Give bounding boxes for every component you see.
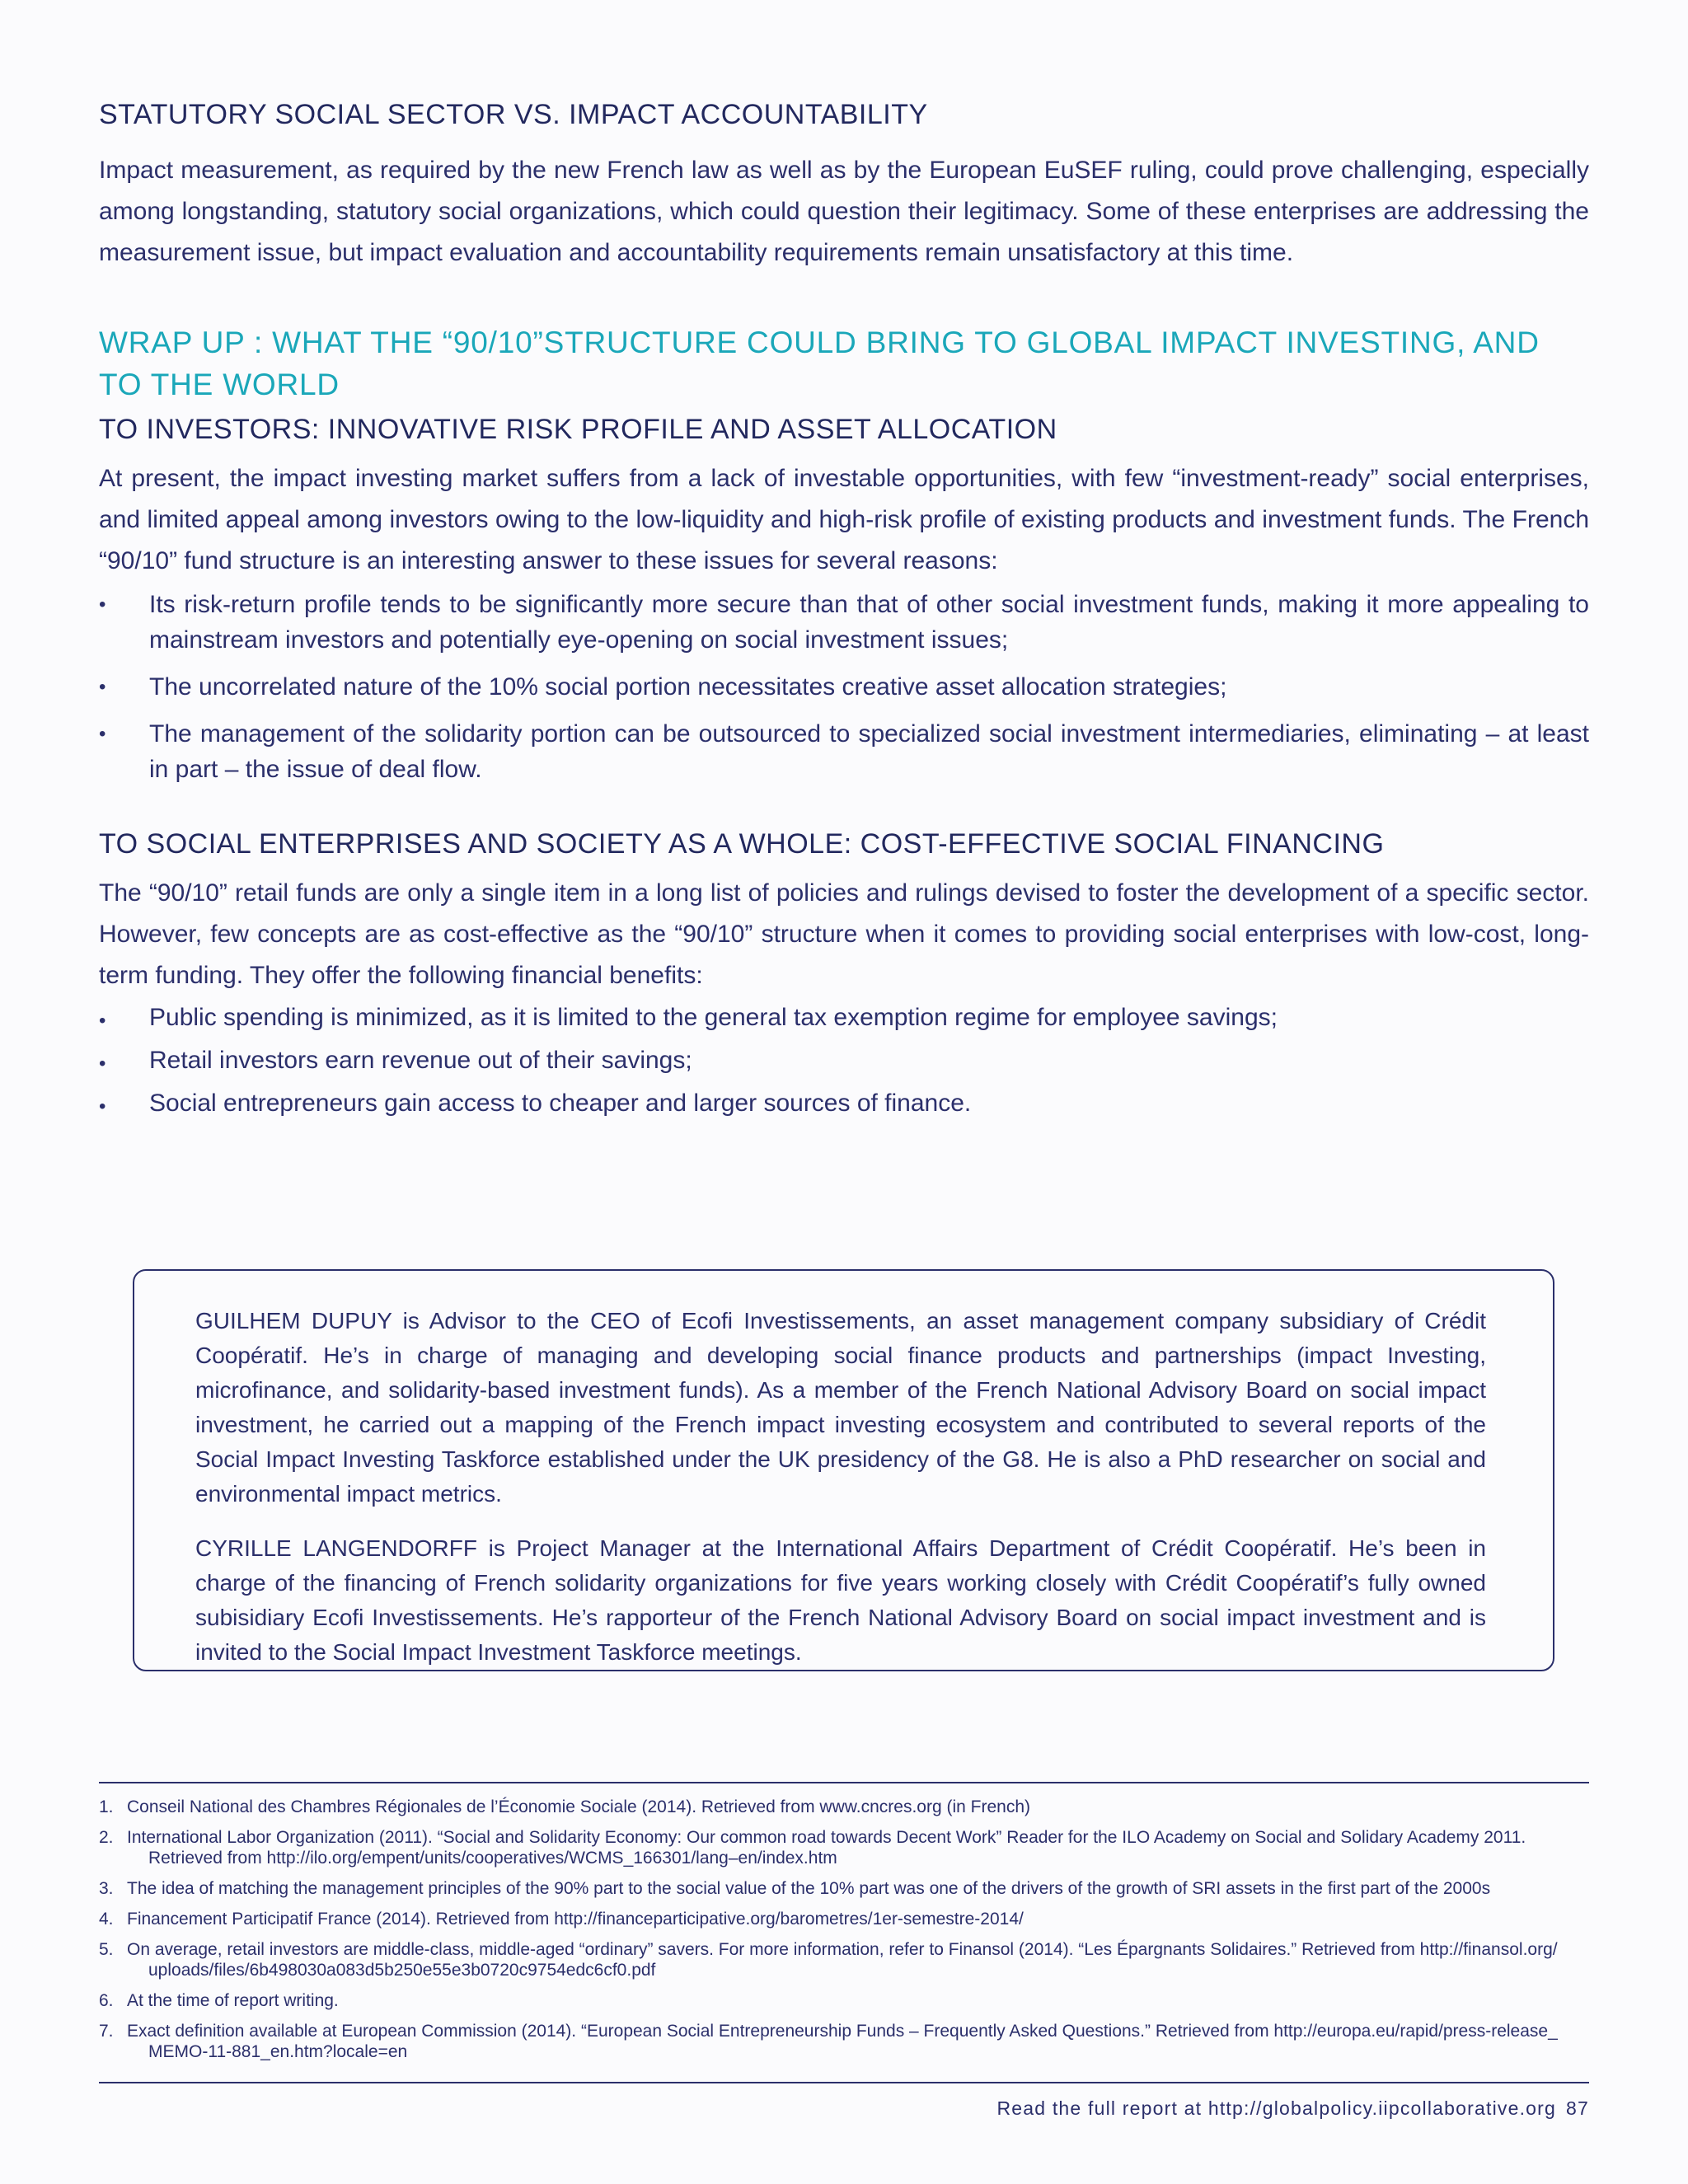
bullet-icon: • [99, 1095, 106, 1118]
footnote: 3. The idea of matching the management principles of the 90% part to the social value of the 10% part was one of the drivers of the growth of SRI assets in the first part of the 2000s [99, 1879, 1491, 1898]
bullet-icon: • [99, 676, 106, 698]
author-bio-box [133, 1269, 1554, 1671]
section-heading-investors: TO INVESTORS: INNOVATIVE RISK PROFILE AND ASSET ALLOCATION [99, 414, 1057, 445]
section-heading-statutory: STATUTORY SOCIAL SECTOR VS. IMPACT ACCOUNTABILITY [99, 99, 928, 130]
list-item: • Retail investors earn revenue out of their savings; [99, 1039, 1589, 1082]
footnote: 5. On average, retail investors are middle-class, middle-aged “ordinary” savers. For more information, refer to Finansol (2014). “Les Épargnants Solidaires.” Retrieved from http://finansol.org/ uploads/files/6b498030a083d5b250e55e3b0720c9754edc6cf0.pdf [99, 1940, 1558, 1980]
footnotes [99, 1797, 1589, 2062]
bullet-icon: • [99, 593, 106, 616]
bio-guilhem-dupuy: GUILHEM DUPUY is Advisor to the CEO of Ecofi Investissements, an asset management company subsidiary of Crédit Coopératif. He’s in charge of managing and developing social finance products and partnerships (impact Investing, microfinance, and solidarity-based investment funds). As a member of the French National Advisory Board on social impact investment, he carried out a mapping of the French impact investing ecosystem and contributed to several reports of the Social Impact Investing Taskforce established under the UK presidency of the G8. He is also a PhD researcher on social and environmental impact metrics. [195, 1308, 1486, 1507]
list-item: • The uncorrelated nature of the 10% social portion necessitates creative asset allocation strategies; [99, 669, 1589, 705]
report-link-text[interactable]: Read the full report at http://globalpolicy.iipcollaborative.org [996, 2097, 1557, 2119]
page-footer [996, 2097, 1589, 2120]
society-bullet-list [99, 996, 1589, 1125]
footnote: 7. Exact definition available at European Commission (2014). “European Social Entrepreneurship Funds – Frequently Asked Questions.” Retrieved from http://europa.eu/rapid/press-release_ MEMO-11-881_en.htm?locale=en [99, 2022, 1558, 2061]
footnotes-top-divider [99, 1782, 1589, 1783]
page-number: 87 [1566, 2097, 1589, 2119]
list-item: • Public spending is minimized, as it is limited to the general tax exemption regime for employee savings; [99, 996, 1589, 1039]
wrapup-heading: WRAP UP : WHAT THE “90/10”STRUCTURE COULD BRING TO GLOBAL IMPACT INVESTING, AND TO THE WORLD [99, 326, 1540, 401]
main-content [99, 97, 1589, 1125]
bullet-icon: • [99, 1010, 106, 1032]
bullet-icon: • [99, 723, 106, 745]
list-item: • Social entrepreneurs gain access to cheaper and larger sources of finance. [99, 1082, 1589, 1125]
footnote: 4. Financement Participatif France (2014). Retrieved from http://financeparticipative.org/barometres/1er-semestre-2014/ [99, 1910, 1024, 1929]
section-body-statutory: Impact measurement, as required by the new French law as well as by the European EuSEF ruling, could prove challenging, especially among longstanding, statutory social organizations, which could question their legitimacy. Some of these enterprises are addressing the measurement issue, but impact evaluation and accountability requirements remain unsatisfactory at this time. [99, 157, 1589, 266]
footnotes-bottom-divider [99, 2082, 1589, 2083]
section-heading-society: TO SOCIAL ENTERPRISES AND SOCIETY AS A WHOLE: COST-EFFECTIVE SOCIAL FINANCING [99, 828, 1385, 860]
section-body-society: The “90/10” retail funds are only a single item in a long list of policies and rulings devised to foster the development of a specific sector. However, few concepts are as cost-effective as the “90/10” structure when it comes to providing social enterprises with low-cost, long-term funding. They offer the following financial benefits: [99, 879, 1589, 989]
investors-bullet-list [99, 587, 1589, 787]
section-body-investors: At present, the impact investing market suffers from a lack of investable opportunities, with few “investment-ready” social enterprises, and limited appeal among investors owing to the low-liquidity and high-risk profile of existing products and investment funds. The French “90/10” fund structure is an interesting answer to these issues for several reasons: [99, 465, 1589, 574]
footnote: 2. International Labor Organization (2011). “Social and Solidarity Economy: Our common road towards Decent Work” Reader for the ILO Academy on Social and Solidary Academy 2011. Retrieved from http://ilo.org/empent/units/cooperatives/WCMS_166301/lang–en/index.htm [99, 1828, 1526, 1868]
list-item: • Its risk-return profile tends to be significantly more secure than that of other social investment funds, making it more appealing to mainstream investors and potentially eye-opening on social investment issues; [99, 587, 1589, 658]
footnote: 6. At the time of report writing. [99, 1991, 339, 2010]
footnote: 1. Conseil National des Chambres Régionales de l’Économie Sociale (2014). Retrieved from www.cncres.org (in French) [99, 1797, 1030, 1816]
bio-cyrille-langendorff: CYRILLE LANGENDORFF is Project Manager at the International Affairs Department of Crédit Coopératif. He’s been in charge of the financing of French solidarity organizations for five years working closely with Crédit Coopératif’s fully owned subisidiary Ecofi Investissements. He’s rapporteur of the French National Advisory Board on social impact investment and is invited to the Social Impact Investment Taskforce meetings. [195, 1535, 1486, 1665]
list-item: • The management of the solidarity portion can be outsourced to specialized social investment intermediaries, eliminating – at least in part – the issue of deal flow. [99, 716, 1589, 787]
bullet-icon: • [99, 1052, 106, 1075]
author-bio-content [195, 1304, 1486, 1670]
